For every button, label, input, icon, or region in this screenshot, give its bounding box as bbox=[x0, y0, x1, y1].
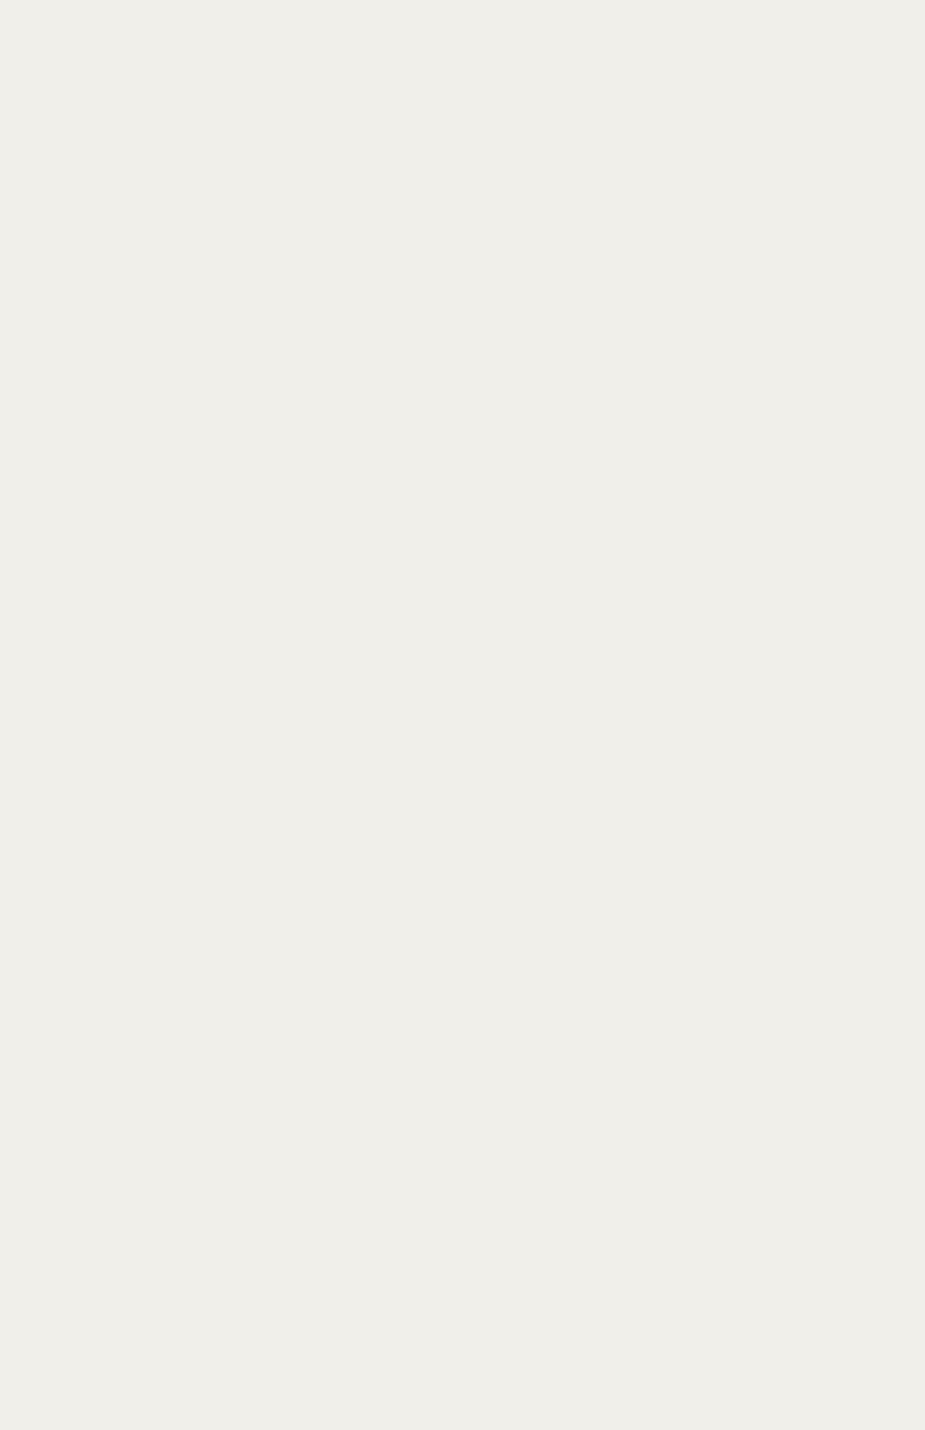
running-header bbox=[0, 68, 925, 98]
chapter-heading bbox=[48, 884, 838, 918]
